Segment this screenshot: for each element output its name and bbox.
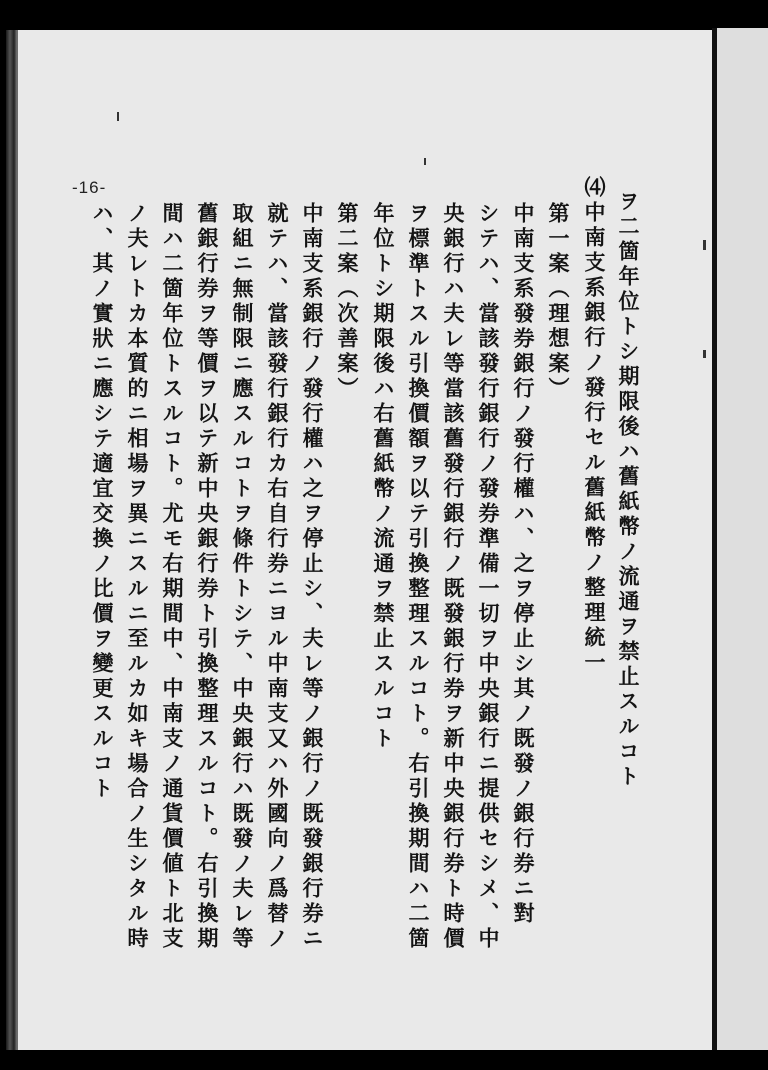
page-number: -16-: [72, 178, 107, 197]
text-column-8: 年位トシ期限後ハ右舊紙幣ノ流通ヲ禁止スルコト: [371, 202, 396, 752]
text-column-1: ヲ二箇年位トシ期限後ハ舊紙幣ノ流通ヲ禁止スルコト: [616, 190, 641, 790]
text-column-12: 取組ニ無制限ニ應スルコトヲ條件トシテ、中央銀行ハ既發ノ夫レ等: [230, 202, 255, 952]
text-column-4: 中南支系發券銀行ノ發行權ハ、之ヲ停止シ其ノ既發ノ銀行券ニ對: [511, 202, 536, 927]
plan-one-heading: 第一案（理想案）: [546, 202, 571, 402]
scan-speck: [703, 240, 706, 250]
text-column-7: ヲ標準トスル引換價額ヲ以テ引換整理スルコト。右引換期間ハ二箇: [406, 202, 431, 952]
facing-page-edge: [712, 28, 768, 1050]
plan-two-heading: 第二案（次善案）: [335, 202, 360, 402]
text-column-6: 央銀行ハ夫レ等當該舊發行銀行ノ既發銀行券ヲ新中央銀行券ト時價: [441, 202, 466, 952]
text-column-15: ノ夫レトカ本質的ニ相場ヲ異ニスルニ至ルカ如キ場合ノ生シタル時: [125, 202, 150, 952]
text-column-10: 中南支系銀行ノ發行權ハ之ヲ停止シ、夫レ等ノ銀行ノ既發銀行券ニ: [300, 202, 325, 952]
scan-speck: [424, 158, 426, 165]
scan-speck: [703, 350, 706, 358]
text-column-16: ハ、其ノ實狀ニ應シテ適宜交換ノ比價ヲ變更スルコト: [90, 202, 115, 802]
scan-speck: [117, 112, 119, 121]
text-column-11: 就テハ、當該發行銀行カ右自行券ニヨル中南支又ハ外國向ノ爲替ノ: [265, 202, 290, 952]
text-column-5: シテハ、當該發行銀行ノ發券準備一切ヲ中央銀行ニ提供セシメ、中: [476, 202, 501, 952]
text-column-14: 間ハ二箇年位トスルコト。尤モ右期間中、中南支ノ通貨價値ト北支: [160, 202, 185, 952]
text-column-13: 舊銀行券ヲ等價ヲ以テ新中央銀行券ト引換整理スルコト。右引換期: [195, 202, 220, 952]
section-heading-4: ⑷中南支系銀行ノ發行セル舊紙幣ノ整理統一: [582, 176, 607, 676]
